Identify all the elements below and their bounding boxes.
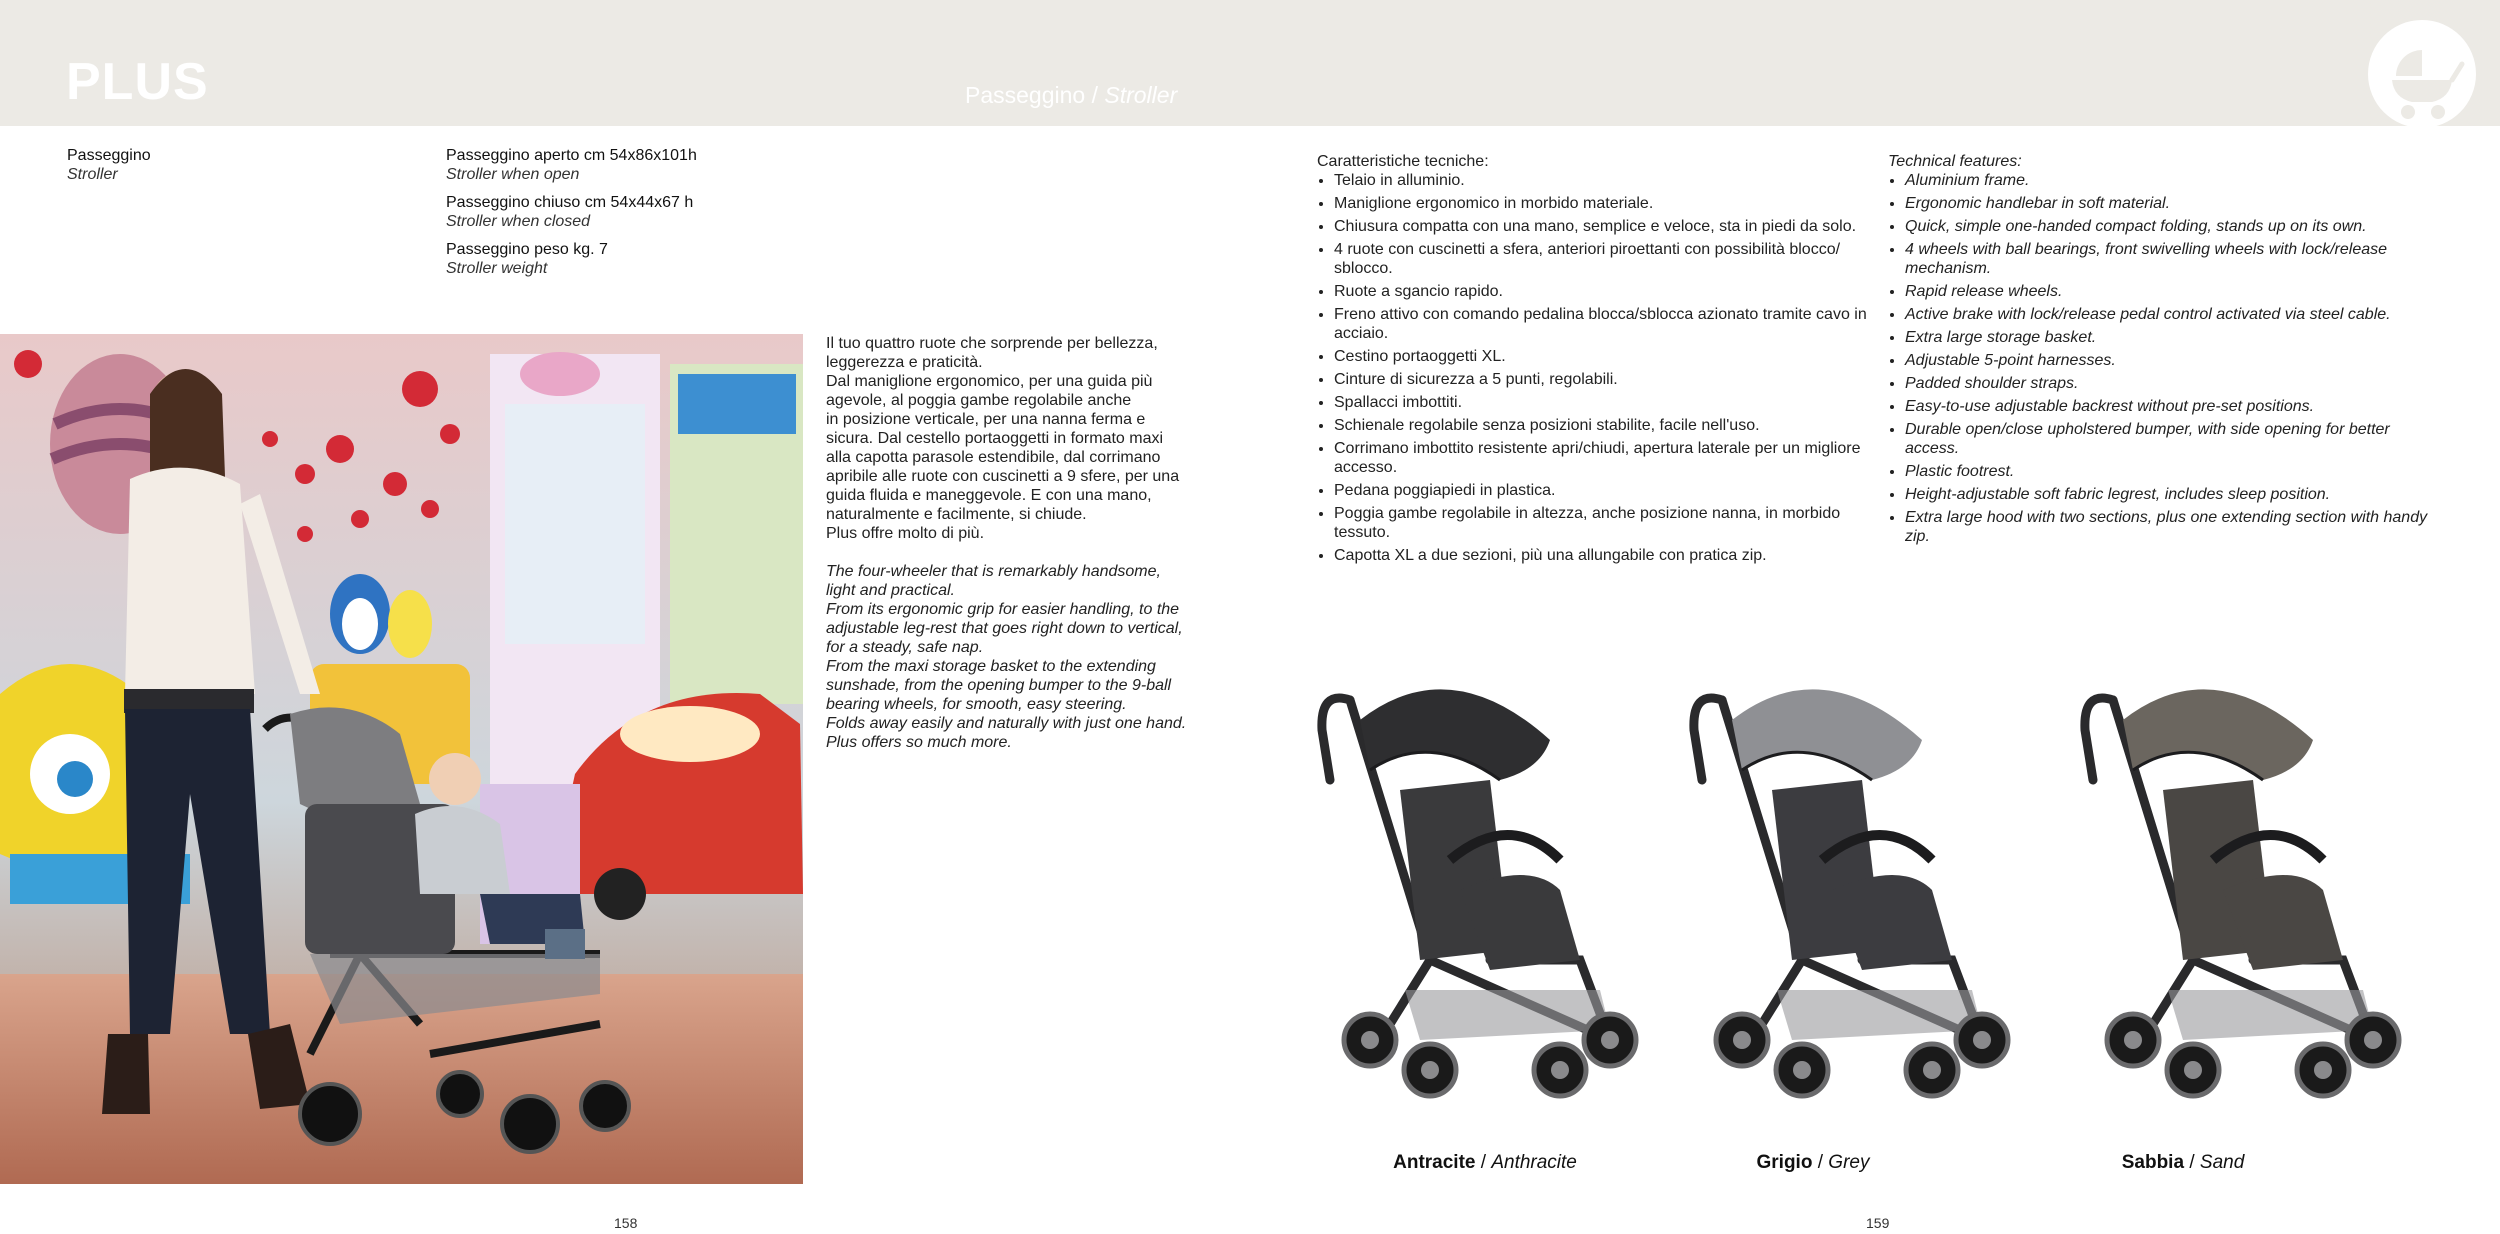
list-item: • Easy-to-use adjustable backrest without pre-set positions. — [1905, 397, 2433, 416]
variant-caption: Sabbia / Sand — [2121, 1152, 2245, 1173]
list-item: • Schienale regolabile senza posizioni stabilite, facile nell'uso. — [1334, 416, 1869, 435]
list-item: • Cinture di sicurezza a 5 punti, regolabili. — [1334, 370, 1869, 389]
list-item: • Adjustable 5-point harnesses. — [1905, 351, 2433, 370]
list-item: • Padded shoulder straps. — [1905, 374, 2433, 393]
list-item: • Corrimano imbottito resistente apri/chiudi, apertura laterale per un migliore accesso. — [1334, 439, 1869, 477]
list-item: • Extra large storage basket. — [1905, 328, 2433, 347]
list-item: • Ruote a sgancio rapido. — [1334, 282, 1869, 301]
spec-it: Passeggino peso kg. 7 — [446, 241, 608, 258]
list-item: • 4 wheels with ball bearings, front swivelling wheels with lock/release mechanism. — [1905, 240, 2433, 278]
spec-en: Stroller weight — [446, 260, 548, 277]
page-number-left: 158 — [614, 1215, 638, 1231]
stroller-grey-image — [1682, 660, 2012, 1130]
list-item: • Active brake with lock/release pedal control activated via steel cable. — [1905, 305, 2433, 324]
list-item: • 4 ruote con cuscinetti a sfera, anteriori piroettanti con possibilità blocco/ sblocco. — [1334, 240, 1869, 278]
list-item: • Capotta XL a due sezioni, più una allungabile con pratica zip. — [1334, 546, 1869, 565]
product-name-en: Stroller — [67, 166, 118, 183]
product-name — [67, 146, 151, 184]
spec-item — [446, 240, 697, 278]
variant-caption: Grigio / Grey — [1756, 1152, 1870, 1173]
desc-line: Folds away easily and naturally with just one hand. — [826, 715, 1187, 732]
desc-line: agevole, al poggia gambe regolabile anche — [826, 392, 1132, 409]
spec-item — [446, 146, 697, 184]
list-item: • Aluminium frame. — [1905, 171, 2433, 190]
variant-caption: Antracite / Anthracite — [1393, 1152, 1577, 1173]
product-name-it: Passeggino — [67, 147, 151, 164]
desc-line: Il tuo quattro ruote che sorprende per bellezza, — [826, 335, 1158, 352]
list-item: • Plastic footrest. — [1905, 462, 2433, 481]
list-item: • Ergonomic handlebar in soft material. — [1905, 194, 2433, 213]
desc-line: From the maxi storage basket to the extending — [826, 658, 1156, 675]
section-title-it: Passeggino / — [965, 82, 1098, 108]
list-item: • Pedana poggiapiedi in plastica. — [1334, 481, 1869, 500]
desc-line: alla capotta parasole estendibile, dal corrimano — [826, 449, 1161, 466]
desc-line: The four-wheeler that is remarkably handsome, — [826, 563, 1161, 580]
list-item: • Extra large hood with two sections, plus one extending section with handy zip. — [1905, 508, 2433, 546]
spec-en: Stroller when closed — [446, 213, 591, 230]
spec-it: Passeggino chiuso cm 54x44x67 h — [446, 194, 694, 211]
variant-name-it: Sabbia — [2121, 1152, 2185, 1173]
features-en — [1888, 152, 2433, 550]
features-it-title: Caratteristiche tecniche: — [1317, 153, 1489, 170]
spec-item — [446, 193, 697, 231]
variant-name-en: Anthracite — [1491, 1152, 1577, 1173]
features-en-list — [1888, 171, 2433, 546]
list-item: • Cestino portaoggetti XL. — [1334, 347, 1869, 366]
list-item: • Spallacci imbottiti. — [1334, 393, 1869, 412]
desc-line: adjustable leg-rest that goes right down to vertical, — [826, 620, 1183, 637]
desc-line: for a steady, safe nap. — [826, 639, 984, 656]
desc-line: apribile alle ruote con cuscinetti a 9 sfere, per una — [826, 468, 1180, 485]
desc-line: in posizione verticale, per una nanna ferma e — [826, 411, 1146, 428]
spec-list — [446, 146, 697, 287]
desc-line: naturalmente e facilmente, si chiude. — [826, 506, 1087, 523]
variant-name-it: Grigio — [1756, 1152, 1813, 1173]
spec-it: Passeggino aperto cm 54x86x101h — [446, 147, 697, 164]
features-it-list — [1317, 171, 1869, 565]
list-item: • Durable open/close upholstered bumper, with side opening for better access. — [1905, 420, 2433, 458]
list-item: • Quick, simple one-handed compact folding, stands up on its own. — [1905, 217, 2433, 236]
section-title — [965, 82, 1177, 109]
description — [826, 334, 1196, 771]
desc-line: From its ergonomic grip for easier handling, to the — [826, 601, 1180, 618]
section-title-en: Stroller — [1104, 82, 1178, 108]
lifestyle-photo — [0, 334, 803, 1184]
list-item: • Maniglione ergonomico in morbido materiale. — [1334, 194, 1869, 213]
list-item: • Chiusura compatta con una mano, semplice e veloce, sta in piedi da solo. — [1334, 217, 1869, 236]
desc-line: guida fluida e maneggevole. E con una mano, — [826, 487, 1152, 504]
stroller-sand-image — [2073, 660, 2403, 1130]
desc-line: sicura. Dal cestello portaoggetti in formato maxi — [826, 430, 1164, 447]
list-item: • Poggia gambe regolabile in altezza, anche posizione nanna, in morbido tessuto. — [1334, 504, 1869, 542]
desc-line: leggerezza e praticità. — [826, 354, 983, 371]
stroller-icon — [2366, 18, 2478, 130]
list-item: • Height-adjustable soft fabric legrest, includes sleep position. — [1905, 485, 2433, 504]
page-number-right: 159 — [1866, 1215, 1890, 1231]
desc-line: light and practical. — [826, 582, 955, 599]
brand-title: PLUS — [66, 53, 209, 111]
variant-name-it: Antracite — [1393, 1152, 1476, 1173]
list-item: • Rapid release wheels. — [1905, 282, 2433, 301]
features-en-title: Technical features: — [1888, 153, 2022, 170]
desc-line: Plus offers so much more. — [826, 734, 1012, 751]
list-item: • Telaio in alluminio. — [1334, 171, 1869, 190]
variant-name-en: Sand — [2199, 1152, 2245, 1173]
desc-line: Dal maniglione ergonomico, per una guida più — [826, 373, 1153, 390]
stroller-anthracite-image — [1310, 660, 1640, 1130]
variant-name-en: Grey — [1828, 1152, 1870, 1173]
desc-line: Plus offre molto di più. — [826, 525, 985, 542]
page-header — [0, 0, 2500, 126]
spec-en: Stroller when open — [446, 166, 580, 183]
features-it — [1317, 152, 1869, 569]
description-en — [826, 562, 1196, 752]
desc-line: bearing wheels, for smooth, easy steering. — [826, 696, 1127, 713]
desc-line: sunshade, from the opening bumper to the 9-ball — [826, 677, 1172, 694]
description-it — [826, 334, 1196, 543]
list-item: • Freno attivo con comando pedalina blocca/sblocca azionato tramite cavo in acciaio. — [1334, 305, 1869, 343]
